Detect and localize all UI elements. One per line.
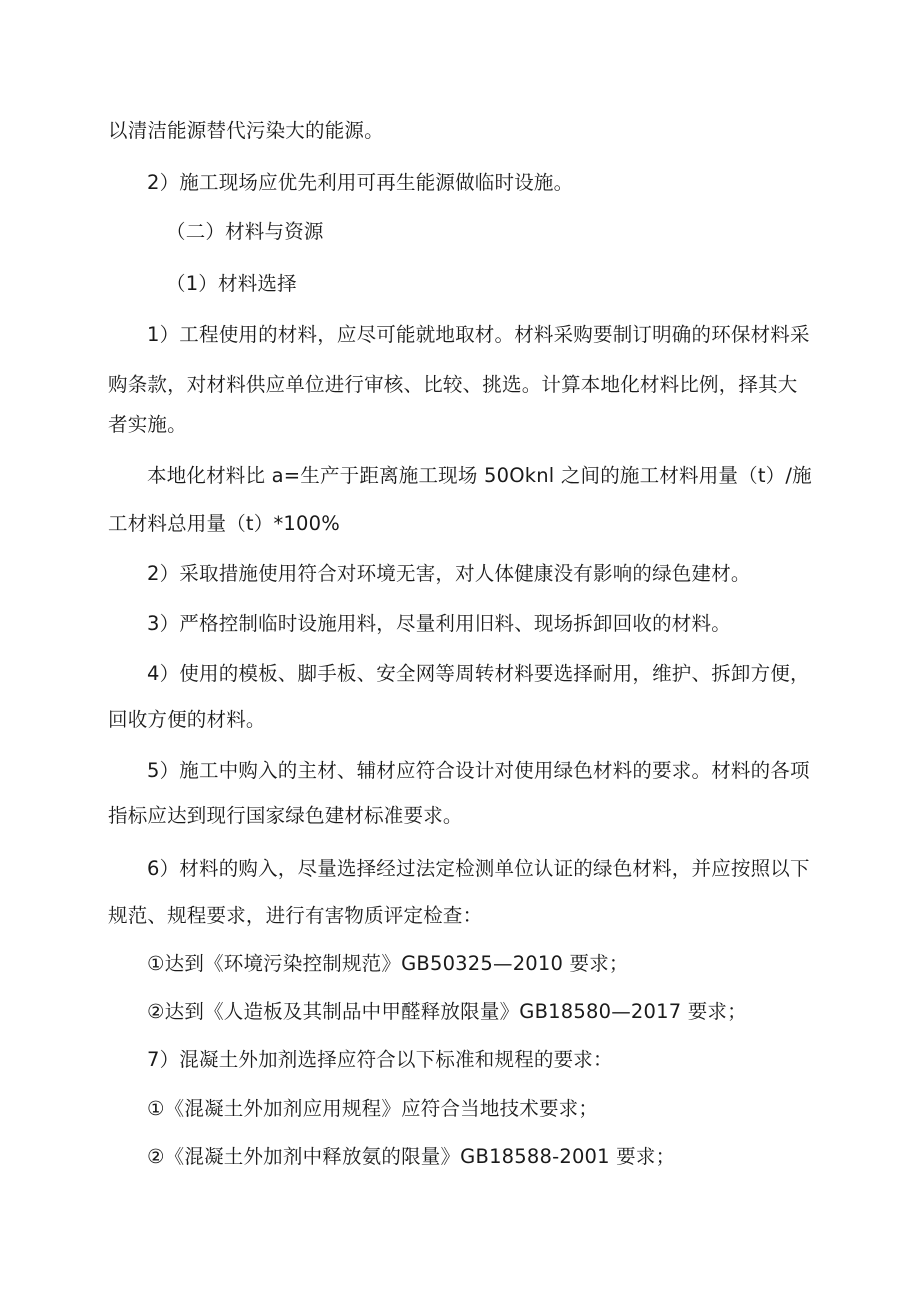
paragraph-line: 回收方便的材料。 [108, 708, 266, 731]
paragraph-line: 以清洁能源替代污染大的能源。 [108, 119, 384, 142]
list-item-6: 6）材料的购入，尽量选择经过法定检测单位认证的绿色材料，并应按照以下 [147, 857, 810, 880]
paragraph-line: 购条款，对材料供应单位进行审核、比较、挑选。计算本地化材料比例，择其大 [108, 373, 798, 396]
paragraph-line: 规范、规程要求，进行有害物质评定检查： [108, 904, 483, 927]
list-item-5: 5）施工中购入的主材、辅材应符合设计对使用绿色材料的要求。材料的各项 [147, 759, 810, 782]
sub-item-1: ①达到《环境污染控制规范》GB50325—2010 要求； [147, 952, 629, 975]
sub-item-1: ①《混凝土外加剂应用规程》应符合当地技术要求； [147, 1097, 599, 1120]
formula-line: 工材料总用量（t）*100% [108, 512, 340, 535]
paragraph-line: 者实施。 [108, 413, 187, 436]
list-item-3: 3）严格控制临时设施用料，尽量利用旧料、现场拆卸回收的材料。 [147, 612, 731, 635]
sub-item-2: ②《混凝土外加剂中释放氨的限量》GB18588-2001 要求； [147, 1145, 676, 1168]
subsection-heading: （1）材料选择 [166, 272, 297, 295]
list-item-1: 1）工程使用的材料，应尽可能就地取材。材料采购要制订明确的环保材料采 [147, 323, 810, 346]
sub-item-2: ②达到《人造板及其制品中甲醛释放限量》GB18580—2017 要求； [147, 1000, 747, 1023]
section-heading: （二）材料与资源 [166, 220, 324, 243]
list-item-7: 7）混凝土外加剂选择应符合以下标准和规程的要求： [147, 1048, 613, 1071]
list-item-4: 4）使用的模板、脚手板、安全网等周转材料要选择耐用，维护、拆卸方便， [147, 662, 810, 685]
list-item-2: 2）施工现场应优先利用可再生能源做临时设施。 [147, 171, 574, 194]
paragraph-line: 指标应达到现行国家绿色建材标准要求。 [108, 804, 463, 827]
formula-line: 本地化材料比 a=生产于距离施工现场 50Oknl 之间的施工材料用量（t）/施 [147, 464, 812, 487]
list-item-2: 2）采取措施使用符合对环境无害，对人体健康没有影响的绿色建材。 [147, 562, 751, 585]
